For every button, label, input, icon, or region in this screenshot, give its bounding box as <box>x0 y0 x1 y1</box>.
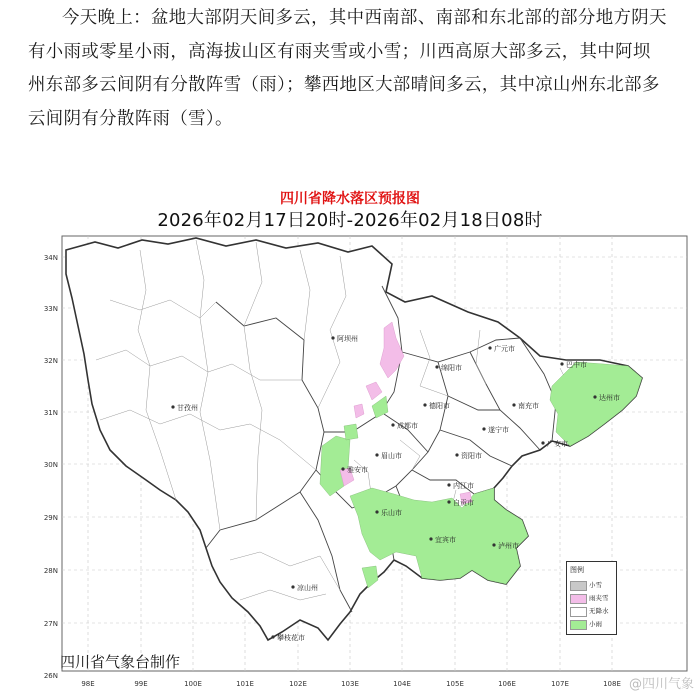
city-dot <box>482 427 485 430</box>
lat-tick-label: 31N <box>43 409 58 417</box>
weibo-watermark: @四川气象 <box>628 677 694 692</box>
lon-tick-label: 107E <box>551 680 569 688</box>
city-label: 眉山市 <box>381 452 402 460</box>
city-label: 凉山州 <box>297 584 318 592</box>
lat-tick-label: 34N <box>43 254 58 262</box>
city-dot <box>423 403 426 406</box>
legend-label: 无降水 <box>589 607 609 615</box>
lon-tick-label: 104E <box>393 680 411 688</box>
city-label: 乐山市 <box>381 509 402 517</box>
city-dot <box>447 500 450 503</box>
city-label: 甘孜州 <box>177 404 198 412</box>
lat-tick-label: 26N <box>43 672 58 680</box>
city-label: 广安市 <box>547 440 568 448</box>
city-label: 泸州市 <box>498 542 519 550</box>
city-label: 阿坝州 <box>337 335 358 343</box>
legend-swatch <box>570 581 587 591</box>
legend-item-none <box>570 607 615 616</box>
forecast-period: 2026年02月17日20时-2026年02月18日08时 <box>157 210 543 231</box>
lon-tick-label: 103E <box>341 680 359 688</box>
city-label: 内江市 <box>453 482 474 490</box>
province-outline <box>66 238 642 640</box>
city-dot <box>375 453 378 456</box>
city-dot <box>447 483 450 486</box>
city-dot <box>492 543 495 546</box>
legend-label: 小雪 <box>589 581 602 589</box>
forecast-text: 今天晚上：盆地大部阴天间多云，其中西南部、南部和东北部的部分地方阴天有小雨或零星小雨，高海拔山区有雨夹雪或小雪；川西高原大部多云，其中阿坝州东部多云间阴有分散阵雪（雨）；攀西地区大部晴间多云，其中凉山州东北部多云间阴有分散阵雨（雪）。 <box>28 8 667 129</box>
city-dot <box>171 405 174 408</box>
city-label: 自贡市 <box>453 499 474 507</box>
city-dot <box>560 362 563 365</box>
legend-item-snow <box>570 581 615 590</box>
lat-tick-label: 33N <box>43 305 58 313</box>
legend-item-sleet <box>570 594 615 603</box>
city-dot <box>593 395 596 398</box>
city-label: 绵阳市 <box>441 364 462 372</box>
lat-tick-label: 29N <box>43 514 58 522</box>
legend-label: 雨夹雪 <box>589 594 609 602</box>
legend-title: 图例 <box>570 566 584 574</box>
city-dot <box>541 441 544 444</box>
map-legend <box>566 561 617 635</box>
city-dot <box>455 453 458 456</box>
lon-tick-label: 108E <box>603 680 621 688</box>
lon-tick-label: 106E <box>498 680 516 688</box>
city-dot <box>512 403 515 406</box>
city-label: 德阳市 <box>429 402 450 410</box>
city-dot <box>429 537 432 540</box>
city-dot <box>391 423 394 426</box>
lon-tick-label: 101E <box>236 680 254 688</box>
city-label: 成都市 <box>397 422 418 430</box>
legend-swatch <box>570 620 587 630</box>
lon-tick-label: 99E <box>134 680 148 688</box>
city-label: 广元市 <box>494 345 515 353</box>
city-label: 巴中市 <box>566 361 587 369</box>
lat-tick-label: 27N <box>43 620 58 628</box>
lon-tick-label: 98E <box>81 680 95 688</box>
lon-tick-label: 105E <box>446 680 464 688</box>
city-label: 资阳市 <box>461 452 482 460</box>
city-dot <box>435 365 438 368</box>
legend-swatch <box>570 607 587 617</box>
map-title: 四川省降水落区预报图 <box>280 191 420 207</box>
city-dot <box>488 346 491 349</box>
city-dot <box>375 510 378 513</box>
city-label: 南充市 <box>518 402 539 410</box>
lon-tick-label: 102E <box>289 680 307 688</box>
city-label: 达州市 <box>599 394 620 402</box>
map-credit: 四川省气象台制作 <box>60 653 181 671</box>
legend-swatch <box>570 594 587 604</box>
city-label: 雅安市 <box>347 466 368 474</box>
city-label: 宜宾市 <box>435 536 456 544</box>
lat-tick-label: 30N <box>43 461 58 469</box>
city-dot <box>331 336 334 339</box>
lat-tick-label: 32N <box>43 357 58 365</box>
city-label: 攀枝花市 <box>277 634 305 642</box>
city-dot <box>341 467 344 470</box>
lat-tick-label: 28N <box>43 567 58 575</box>
city-dot <box>271 635 274 638</box>
lon-tick-label: 100E <box>184 680 202 688</box>
legend-label: 小雨 <box>589 620 602 628</box>
legend-item-rain <box>570 620 615 629</box>
city-label: 遂宁市 <box>488 426 509 434</box>
city-dot <box>291 585 294 588</box>
